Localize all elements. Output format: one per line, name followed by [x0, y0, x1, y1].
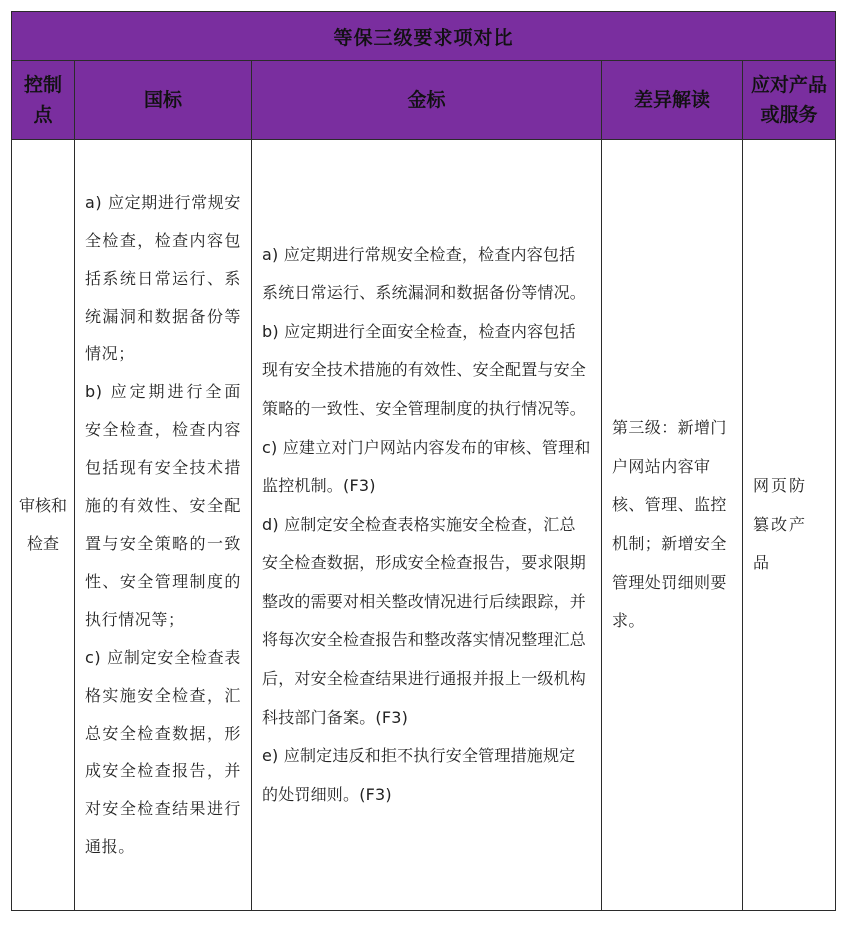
table-row: [12, 140, 836, 911]
control-point-cell: [12, 140, 75, 911]
table-title-row: [12, 12, 836, 61]
product-cell: [743, 140, 836, 911]
national-item-c: c) 应制定安全检查表格实施安全检查，汇总安全检查数据，形成安全检查报告，并对安全检查结果进行通报。: [85, 647, 241, 857]
gold-item-b: b) 应定期进行全面安全检查，检查内容包括现有安全技术措施的有效性、安全配置与安全策略的一致性、安全管理制度的执行情况等。: [262, 321, 587, 418]
gold-item-e: e) 应制定违反和拒不执行安全管理措施规定的处罚细则。(F3): [262, 746, 576, 804]
difference-text: 第三级：新增门户网站内容审核、管理、监控机制；新增安全管理处罚细则要求。: [612, 418, 727, 631]
gold-standard-cell: [252, 140, 602, 911]
gold-item-a: a) 应定期进行常规安全检查，检查内容包括系统日常运行、系统漏洞和数据备份等情况。: [262, 244, 587, 303]
control-point-text: 审核和检查: [18, 496, 67, 553]
header-gold-standard: 金标: [252, 61, 602, 140]
header-difference: 差异解读: [602, 61, 743, 140]
national-standard-cell: [75, 140, 252, 911]
difference-cell: [602, 140, 743, 911]
gold-item-d: d) 应制定安全检查表格实施安全检查，汇总安全检查数据，形成安全检查报告，要求限期整改的需要对相关整改情况进行后续跟踪，并将每次安全检查报告和整改落实情况整理汇总后，对安全检查结果进行通报并报上一级机构科技部门备案。(F3): [262, 514, 587, 727]
header-control-point: 控制点: [12, 61, 75, 140]
national-item-b: b) 应定期进行全面安全检查，检查内容包括现有安全技术措施的有效性、安全配置与安全策略的一致性、安全管理制度的执行情况等；: [85, 382, 241, 629]
table-header-row: [12, 61, 836, 140]
header-national-standard: 国标: [75, 61, 252, 140]
header-product: 应对产品或服务: [743, 61, 836, 140]
product-text: 网页防篡改产品: [753, 476, 808, 573]
comparison-table: [11, 11, 836, 911]
gold-item-c: c) 应建立对门户网站内容发布的审核、管理和监控机制。(F3): [262, 437, 591, 496]
national-item-a: a) 应定期进行常规安全检查，检查内容包括系统日常运行、系统漏洞和数据备份等情况；: [85, 192, 241, 364]
table-title: 等保三级要求项对比: [12, 12, 836, 61]
